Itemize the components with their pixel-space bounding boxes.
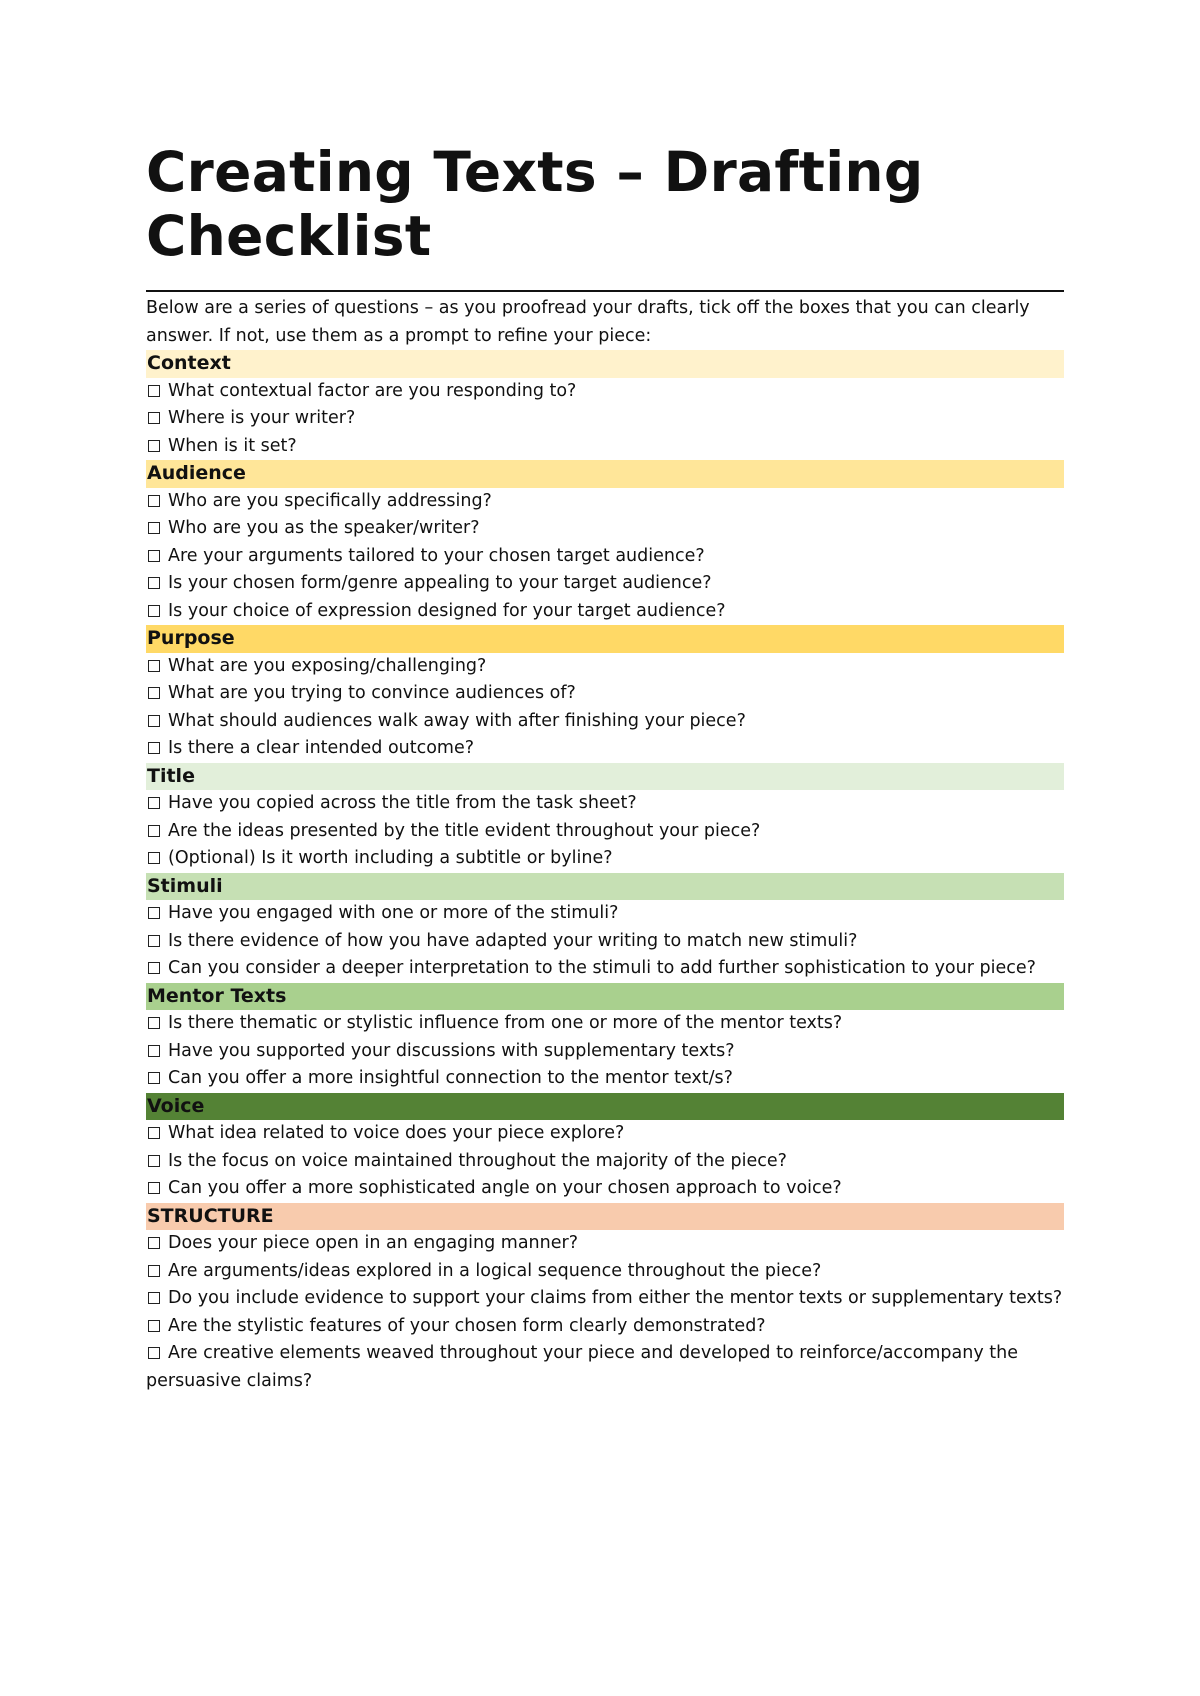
checklist-item-text: Have you engaged with one or more of the stimuli? (168, 903, 619, 923)
checklist-item (146, 1120, 1064, 1148)
checklist-item-text: Is the focus on voice maintained throughout the majority of the piece? (168, 1150, 787, 1171)
checklist-item (146, 598, 1064, 626)
section-heading: Purpose (146, 625, 1064, 653)
checklist-item-text: Is your chosen form/genre appealing to your target audience? (168, 573, 712, 593)
checklist-item (146, 928, 1064, 956)
checkbox-icon[interactable] (148, 1347, 160, 1359)
checklist-item-text: What are you exposing/challenging? (168, 655, 487, 676)
document-title: Creating Texts – Drafting Checklist (146, 140, 924, 268)
checklist-item-text: Have you copied across the title from the task sheet? (168, 793, 637, 813)
title-divider (146, 290, 1064, 292)
checkbox-icon[interactable] (148, 1182, 160, 1194)
checklist-item-text: What idea related to voice does your piece explore? (168, 1123, 625, 1143)
checklist-item-text: Is there a clear intended outcome? (168, 738, 475, 758)
checklist-item (146, 1065, 1064, 1093)
checklist-item (146, 955, 1064, 983)
checkbox-icon[interactable] (148, 742, 160, 754)
checklist-item-text: When is it set? (168, 435, 297, 456)
checklist-item-text: Does your piece open in an engaging manner? (168, 1233, 578, 1253)
checklist-item-text: Are the stylistic features of your chosen form clearly demonstrated? (168, 1315, 766, 1336)
checklist-item (146, 378, 1064, 406)
checklist-item-text: Are your arguments tailored to your chosen target audience? (168, 545, 705, 566)
checklist-section (146, 1203, 1064, 1396)
checklist-item-text: Who are you as the speaker/writer? (168, 518, 480, 538)
checkbox-icon[interactable] (148, 577, 160, 589)
section-heading: Audience (146, 460, 1064, 488)
checkbox-icon[interactable] (148, 907, 160, 919)
checklist-item (146, 818, 1064, 846)
checkbox-icon[interactable] (148, 1292, 160, 1304)
checklist-item (146, 1175, 1064, 1203)
checklist-item (146, 1230, 1064, 1258)
checklist-item-text: Are the ideas presented by the title evident throughout your piece? (168, 820, 761, 841)
checklist-item-text: What contextual factor are you responding to? (168, 380, 577, 401)
checklist-section (146, 873, 1064, 983)
document-page (146, 140, 1064, 1395)
checkbox-icon[interactable] (148, 962, 160, 974)
checklist-item-text: Who are you specifically addressing? (168, 490, 492, 511)
section-heading: Mentor Texts (146, 983, 1064, 1011)
checklist-section (146, 625, 1064, 763)
checkbox-icon[interactable] (148, 495, 160, 507)
checkbox-icon[interactable] (148, 715, 160, 727)
checkbox-icon[interactable] (148, 385, 160, 397)
checklist-item-text: Is your choice of expression designed for your target audience? (168, 600, 726, 621)
checklist-item-text: Are arguments/ideas explored in a logical sequence throughout the piece? (168, 1260, 822, 1281)
checkbox-icon[interactable] (148, 1237, 160, 1249)
checklist-item (146, 433, 1064, 461)
checklist-item (146, 900, 1064, 928)
checkbox-icon[interactable] (148, 825, 160, 837)
checkbox-icon[interactable] (148, 605, 160, 617)
checkbox-icon[interactable] (148, 522, 160, 534)
checkbox-icon[interactable] (148, 935, 160, 947)
checklist-item-text: Where is your writer? (168, 408, 356, 428)
checkbox-icon[interactable] (148, 1127, 160, 1139)
checklist-item-text: Can you consider a deeper interpretation to the stimuli to add further sophistication to your piece? (168, 958, 1036, 978)
checklist-item-text: Do you include evidence to support your claims from either the mentor texts or supplementary texts? (168, 1288, 1063, 1308)
checklist-item (146, 653, 1064, 681)
checklist-section (146, 1093, 1064, 1203)
checkbox-icon[interactable] (148, 797, 160, 809)
checklist-item (146, 543, 1064, 571)
checkbox-icon[interactable] (148, 1072, 160, 1084)
checkbox-icon[interactable] (148, 1017, 160, 1029)
checklist-item-text: Is there thematic or stylistic influence from one or more of the mentor texts? (168, 1013, 843, 1033)
checkbox-icon[interactable] (148, 550, 160, 562)
intro-paragraph: Below are a series of questions – as you proofread your drafts, tick off the boxes that you can clearly answer. If not, use them as a prompt to refine your piece: (146, 298, 1030, 346)
checkbox-icon[interactable] (148, 1265, 160, 1277)
checkbox-icon[interactable] (148, 1155, 160, 1167)
checklist-item (146, 680, 1064, 708)
checklist-item (146, 790, 1064, 818)
checklist-item (146, 845, 1064, 873)
section-heading: Stimuli (146, 873, 1064, 901)
checklist-item (146, 1010, 1064, 1038)
checklist-section (146, 350, 1064, 460)
checklist-sections (146, 350, 1064, 1395)
checklist-item (146, 570, 1064, 598)
section-heading: Title (146, 763, 1064, 791)
checklist-item-text: Is there evidence of how you have adapted your writing to match new stimuli? (168, 930, 858, 951)
checklist-item (146, 708, 1064, 736)
checkbox-icon[interactable] (148, 1045, 160, 1057)
checklist-item (146, 405, 1064, 433)
checklist-item (146, 1148, 1064, 1176)
checklist-item-text: Are creative elements weaved throughout your piece and developed to reinforce/accompany the persuasive claims? (146, 1343, 1018, 1391)
checklist-item (146, 1340, 1064, 1395)
checklist-item (146, 1038, 1064, 1066)
checklist-item (146, 1285, 1064, 1313)
checklist-item-text: What should audiences walk away with after finishing your piece? (168, 710, 746, 731)
checkbox-icon[interactable] (148, 687, 160, 699)
checklist-item (146, 515, 1064, 543)
checkbox-icon[interactable] (148, 660, 160, 672)
checklist-item-text: Can you offer a more sophisticated angle on your chosen approach to voice? (168, 1178, 842, 1198)
checkbox-icon[interactable] (148, 852, 160, 864)
checklist-item-text: What are you trying to convince audiences of? (168, 683, 576, 703)
checklist-item (146, 735, 1064, 763)
checklist-item (146, 488, 1064, 516)
section-heading: STRUCTURE (146, 1203, 1064, 1231)
section-heading: Voice (146, 1093, 1064, 1121)
checklist-item-text: Can you offer a more insightful connection to the mentor text/s? (168, 1068, 733, 1088)
checkbox-icon[interactable] (148, 1320, 160, 1332)
checklist-section (146, 460, 1064, 625)
checkbox-icon[interactable] (148, 440, 160, 452)
checklist-item-text: Have you supported your discussions with supplementary texts? (168, 1040, 735, 1061)
checklist-item-text: (Optional) Is it worth including a subtitle or byline? (168, 848, 613, 868)
checklist-item (146, 1258, 1064, 1286)
checklist-section (146, 763, 1064, 873)
checkbox-icon[interactable] (148, 412, 160, 424)
checklist-section (146, 983, 1064, 1093)
checklist-item (146, 1313, 1064, 1341)
section-heading: Context (146, 350, 1064, 378)
